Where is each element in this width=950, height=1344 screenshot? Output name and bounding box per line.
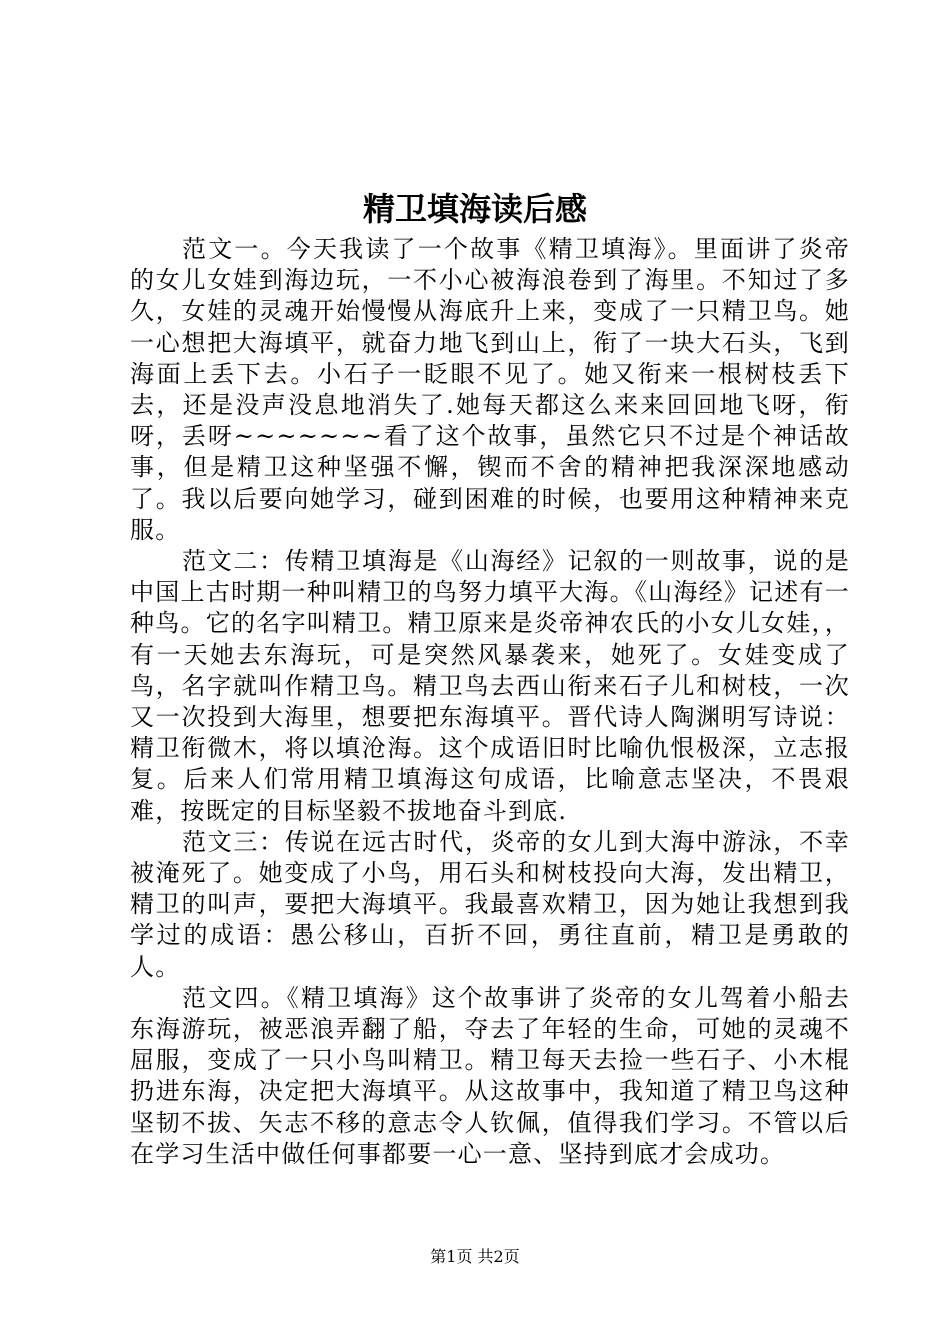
paragraph-sample-3: 范文三：传说在远古时代，炎帝的女儿到大海中游泳，不幸被淹死了。她变成了小鸟，用石头和树枝投向大海，发出精卫，精卫的叫声，要把大海填平。我最喜欢精卫，因为她让我想到我学过的成语：愚公移山，百折不回，勇往直前，精卫是勇敢的人。 <box>130 827 850 981</box>
page-number-footer: 第1页 共2页 <box>430 1247 520 1266</box>
paragraph-sample-4: 范文四。《精卫填海》这个故事讲了炎帝的女儿驾着小船去东海游玩，被恶浪弄翻了船，夺去了年轻的生命，可她的灵魂不屈服，变成了一只小鸟叫精卫。精卫每天去捡一些石子、小木棍扔进东海，决定把大海填平。从这故事中，我知道了精卫鸟这种坚韧不拔、矢志不移的意志令人钦佩，值得我们学习。不管以后在学习生活中做任何事都要一心一意、坚持到底才会成功。 <box>130 983 850 1168</box>
document-body <box>130 234 850 1170</box>
paragraph-sample-1: 范文一。今天我读了一个故事《精卫填海》。里面讲了炎帝的女儿女娃到海边玩，一不小心被海浪卷到了海里。不知过了多久，女娃的灵魂开始慢慢从海底升上来，变成了一只精卫鸟。她一心想把大海填平，就奋力地飞到山上，衔了一块大石头，飞到海面上丢下去。小石子一眨眼不见了。她又衔来一根树枝丢下去，还是没声没息地消失了.她每天都这么来来回回地飞呀，衔呀，丢呀~~~~~~~看了这个故事，虽然它只不过是个神话故事，但是精卫这种坚强不懈，锲而不舍的精神把我深深地感动了。我以后要向她学习，碰到困难的时候，也要用这种精神来克服。 <box>130 235 850 544</box>
paragraph-sample-2: 范文二：传精卫填海是《山海经》记叙的一则故事，说的是中国上古时期一种叫精卫的鸟努力填平大海。《山海经》记述有一种鸟。它的名字叫精卫。精卫原来是炎帝神农氏的小女儿女娃，，有一天她去东海玩，可是突然风暴袭来，她死了。女娃变成了鸟，名字就叫作精卫鸟。精卫鸟去西山衔来石子儿和树枝，一次又一次投到大海里，想要把东海填平。晋代诗人陶渊明写诗说：精卫衔微木，将以填沧海。这个成语旧时比喻仇恨极深，立志报复。后来人们常用精卫填海这句成语，比喻意志坚决，不畏艰难，按既定的目标坚毅不拔地奋斗到底. <box>130 547 850 825</box>
document-title: 精卫填海读后感 <box>362 190 587 228</box>
